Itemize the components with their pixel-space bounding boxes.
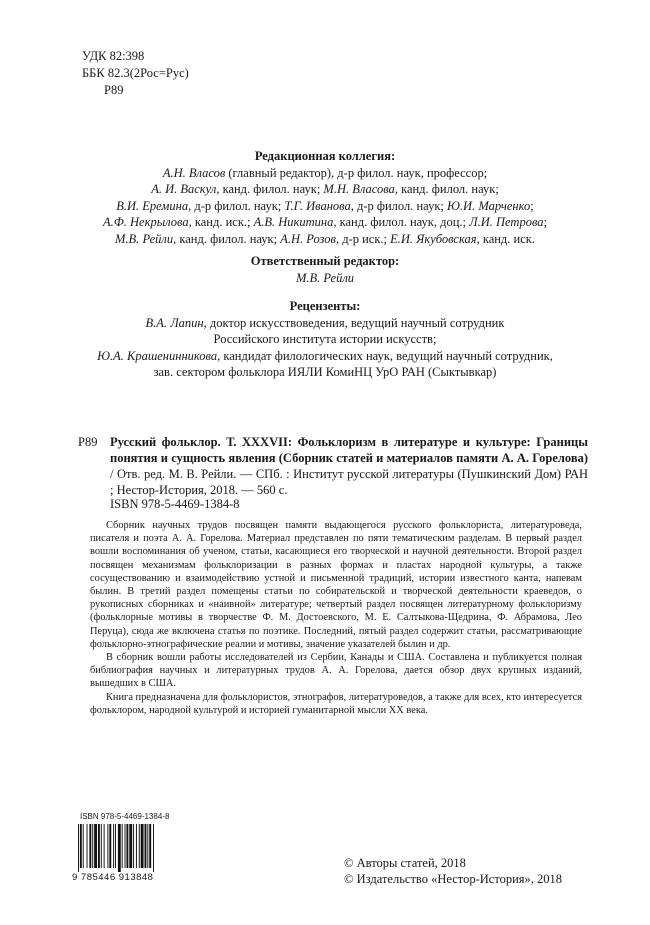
text-run: , доктор искусствоведения, ведущий научный сотрудник [203,315,505,330]
barcode-number: 9 785446 913848 [72,872,154,883]
barcode [72,812,182,886]
text-run: , д-р иск.; [335,231,391,246]
person-name: Е.И. Якубовская [390,231,477,246]
barcode-bar [147,824,148,868]
text-run: , канд. иск. [476,231,535,246]
bbk-code: ББК 82.3(2Рос=Рус) [82,66,189,80]
text-run: зав. сектором фольклора ИЯЛИ КомиНЦ УрО РАН (Сыктывкар) [153,365,497,379]
annotation [90,519,582,717]
text-line [40,198,610,215]
text-run: , канд. иск.; [188,215,254,229]
text-line [40,331,610,348]
text-run: , канд. филол. наук; [394,182,499,196]
barcode-bar [87,824,88,868]
editorial-board [40,148,610,247]
person-name: Ю.А. Крашенинникова [97,348,218,363]
person-name: В.А. Лапин [145,315,204,330]
text-run: , канд. филол. наук, доц.; [333,215,470,229]
barcode-bar [92,824,93,868]
copyright-authors: © Авторы статей, 2018 [344,856,466,870]
catalog-record-details: / Отв. ред. М. В. Рейли. — СПб. : Институт русской литературы (Пушкинский Дом) РАН ; Нестор-История, 2018. — 560 с. [110,467,588,497]
text-line [40,348,610,365]
text-run: , д-р филол. наук; [350,198,448,213]
text-run: Российского института истории искусств; [213,332,437,346]
barcode-bar [118,824,121,872]
annotation-paragraph: В сборник вошли работы исследователей из Сербии, Канады и США. Составлена и публикуется полная библиография научных и литературных трудов А. А. Горелова, дается обзор двух крупных изданий, вышедших в США. [90,652,582,690]
editorial-board-lines [40,165,610,248]
person-name: М.В. Рейли [115,231,174,246]
barcode-bar [133,824,134,868]
text-line [40,231,610,248]
text-run: , канд. филол. наук; [173,231,281,246]
barcode-bars [78,824,178,872]
catalog-record [78,434,588,498]
person-name: Л.И. Петрова [469,215,544,229]
reviewers [40,298,610,381]
barcode-bar [80,824,82,868]
person-name: Т.Г. Иванова [284,198,351,213]
editorial-board-heading: Редакционная коллегия: [254,149,396,163]
person-name: А.Н. Розов [280,231,336,246]
barcode-bar [109,824,111,868]
reviewers-lines [40,315,610,381]
barcode-bar [125,824,126,868]
text-run: , канд. филол. наук; [216,182,324,196]
annotation-paragraph: Сборник научных трудов посвящен памяти выдающегося русского фольклориста, литературоведа, писателя и поэта А. А. Горелова. Материал представлен по пяти тематическим разделам. В первый раздел вошли воспоминания об ученом, статьи, касающиеся его творческой и научной деятельности. Второй раздел посвящен механизмам фольклоризации в разных формах и пластах народной культуры, а также сосуществованию и взаимодействию устной и письменной традиций, истории известного канта, напевам былин. В третий раздел помещены статьи по собирательской и творческой деятельности краеведов, о рукописных сборниках и «наивной» литературе; четвертый раздел посвящен литературному фольклоризму (фольклорные мотивы в творчестве Ф. М. Достоевского, М. Е. Салтыкова-Щедрина, Ф. Абрамова, Лео Перуца), сюда же включена статья по поэтике. Последний, пятый раздел содержит статьи, рассматривающие фольклорно-этнографические реалии и мотивы, значение указателей былин и др. [90,520,582,650]
text-line [40,214,610,231]
text-line [40,364,610,381]
barcode-bar [98,824,100,868]
text-run: ; [543,215,548,229]
copyright-block [344,855,562,887]
person-name: М.Н. Власова [323,182,395,196]
catalog-record-title: Русский фольклор. Т. XXXVII: Фольклоризм в литературе и культуре: Границы понятия и сущность явления (Сборник статей и материалов памяти А. А. Горелова) [110,435,588,465]
barcode-bar [83,824,84,868]
barcode-bar [115,824,116,868]
text-line [40,165,610,182]
udk-code: УДК 82:398 [82,49,145,63]
barcode-bar [129,824,132,868]
copyright-publisher: © Издательство «Нестор-История», 2018 [344,872,563,886]
responsible-editor [40,253,610,286]
text-line [40,181,610,198]
text-run: , д-р филол. наук; [188,198,285,213]
barcode-bar [78,824,79,872]
classification-block [82,48,189,99]
author-sign: Р89 [104,83,124,97]
person-name: А. И. Васкул [151,182,217,196]
text-run: ; [530,198,534,213]
catalog-record-code: Р89 [78,435,98,449]
barcode-bar [149,824,151,868]
barcode-bar [145,824,147,868]
barcode-bar [113,824,114,868]
text-line [40,315,610,332]
barcode-bar [101,824,102,868]
text-run: (главный редактор), д-р филол. наук, профессор; [225,165,488,180]
person-name: Ю.И. Марченко [447,198,531,213]
barcode-bar [126,824,128,868]
isbn: ISBN 978-5-4469-1384-8 [110,497,240,511]
reviewers-heading: Рецензенты: [289,299,361,313]
person-name: А.Ф. Некрылова [102,215,189,229]
barcode-bar [141,824,144,868]
barcode-bar [104,824,105,868]
person-name: А.В. Никитина [253,215,334,229]
responsible-editor-name: М.В. Рейли [295,270,355,285]
barcode-bar [107,824,108,868]
person-name: А.Н. Власов [162,165,226,180]
barcode-bar [136,824,137,868]
person-name: В.И. Еремина [116,198,189,213]
text-run: , кандидат филологических наук, ведущий научный сотрудник, [217,348,553,363]
barcode-bar [122,824,123,868]
annotation-paragraph: Книга предназначена для фольклористов, этнографов, литературоведов, а также для всех, кто интересуется фольклором, народной культурой и историей гуманитарной мысли XX века. [90,691,582,716]
barcode-bar [94,824,97,868]
catalog-record-body [110,434,588,498]
barcode-bar [153,824,154,872]
barcode-bar [139,824,140,868]
barcode-bar [89,824,91,868]
barcode-isbn-label: ISBN 978-5-4469-1384-8 [80,812,170,821]
responsible-editor-heading: Ответственный редактор: [250,254,400,268]
